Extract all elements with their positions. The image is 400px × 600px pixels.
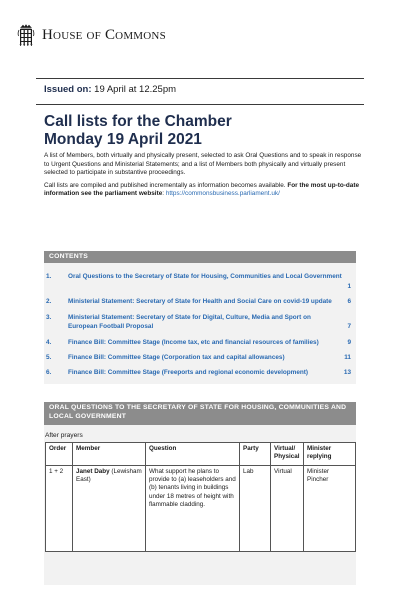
member-seat: (Lewisham East) <box>76 468 142 484</box>
toc-number: 1. <box>46 273 52 280</box>
toc-title: Finance Bill: Committee Stage (Freeports and regional economic development) <box>68 369 309 376</box>
toc-number: 4. <box>46 339 52 346</box>
column-header-order: Order <box>46 443 73 466</box>
toc-number: 2. <box>46 298 52 305</box>
toc-title: Ministerial Statement: Secretary of State for Digital, Culture, Media and Sport on European Football Proposal <box>68 314 311 330</box>
title-line-2: Monday 19 April 2021 <box>44 131 202 148</box>
issued-line <box>44 84 176 95</box>
toc-number: 3. <box>46 314 52 321</box>
cell-minister: Minister Pincher <box>304 466 356 552</box>
column-header-virtual-physical: Virtual/ Physical <box>271 443 304 466</box>
page-title <box>44 113 232 149</box>
toc-number: 6. <box>46 369 52 376</box>
portcullis-icon <box>17 24 35 46</box>
member-name: Janet Daby <box>76 468 110 475</box>
top-divider <box>36 78 364 79</box>
table-row <box>46 466 356 552</box>
table-header-row <box>46 443 356 466</box>
intro-text <box>44 152 362 203</box>
toc-page: 11 <box>344 354 351 361</box>
after-prayers-label: After prayers <box>45 432 83 439</box>
house-of-commons-logo <box>17 24 166 46</box>
intro-paragraph-2: Call lists are compiled and published incrementally as information becomes available. For the most up-to-date information see the parliament website: https://commonsbusiness.parliament.uk/ <box>44 181 360 198</box>
toc-title: Oral Questions to the Secretary of State for Housing, Communities and Local Government <box>68 273 342 280</box>
parliament-website-link[interactable]: https://commonsbusiness.parliament.uk/ <box>165 190 280 198</box>
oral-questions-heading: ORAL QUESTIONS TO THE SECRETARY OF STATE FOR HOUSING, COMMUNITIES AND LOCAL GOVERNMENT <box>44 402 356 425</box>
column-header-question: Question <box>146 443 240 466</box>
toc-page: 13 <box>343 369 351 376</box>
column-header-party: Party <box>240 443 271 466</box>
logo-wordmark: HOUSE OF COMMONS <box>42 26 166 43</box>
issued-label: Issued on: <box>44 84 92 95</box>
cell-question: What support he plans to provide to (a) leaseholders and (b) tenants living in buildings under 18 metres of height with flammable cladding. <box>146 466 240 552</box>
issued-value: 19 April at 12.25pm <box>94 84 177 95</box>
call-list-table <box>45 442 356 552</box>
contents-heading: CONTENTS <box>44 251 356 263</box>
cell-member <box>73 466 146 552</box>
column-header-member: Member <box>73 443 146 466</box>
cell-party: Lab <box>240 466 271 552</box>
title-line-1: Call lists for the Chamber <box>44 113 232 130</box>
toc-title: Finance Bill: Committee Stage (Corporation tax and capital allowances) <box>68 354 285 361</box>
toc-title: Finance Bill: Committee Stage (Income tax, etc and financial resources of families) <box>68 339 319 346</box>
toc-item-1[interactable] <box>44 273 356 291</box>
bottom-divider <box>36 104 364 105</box>
contents-list <box>44 263 356 384</box>
toc-page: 9 <box>347 339 351 346</box>
toc-title: Ministerial Statement: Secretary of State for Health and Social Care on covid-19 update <box>68 298 332 305</box>
cell-mode: Virtual <box>271 466 304 552</box>
toc-page: 7 <box>347 323 351 330</box>
toc-page: 1 <box>347 283 351 290</box>
toc-number: 5. <box>46 354 52 361</box>
intro-paragraph-1: A list of Members, both virtually and physically present, selected to ask Oral Questions and to speak in response to Urgent Questions and Ministerial Statements; and a list of Members both physically and virtually present selected to participate in substantive proceedings. <box>44 152 362 177</box>
toc-page: 6 <box>347 298 351 305</box>
column-header-minister: Minister replying <box>304 443 356 466</box>
cell-order: 1 + 2 <box>46 466 73 552</box>
